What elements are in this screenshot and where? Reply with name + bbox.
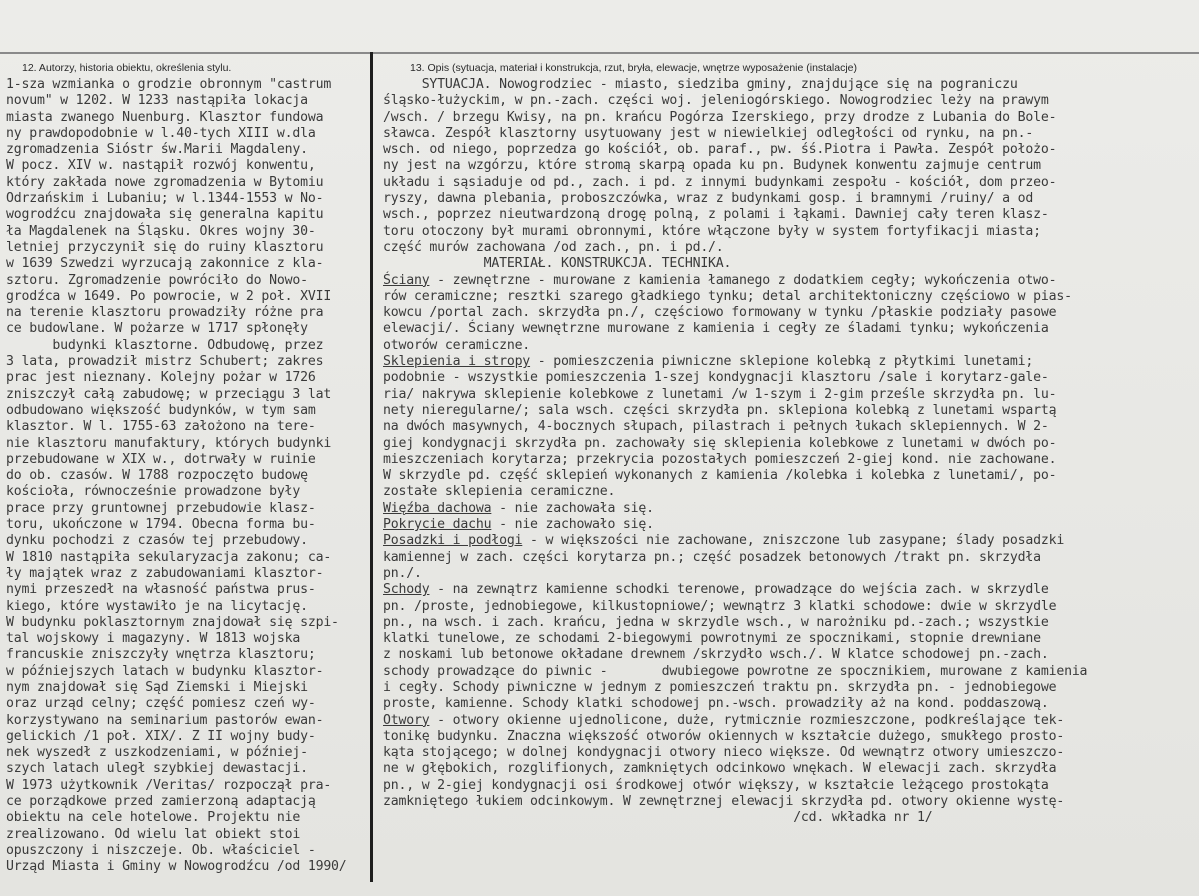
line-text: kąta stojącego; w dolnej kondygnacji otwory nieco większe. Od wewnątrz otwory umieszczo- bbox=[383, 745, 1065, 761]
column-divider bbox=[370, 52, 373, 882]
history-line: W pocz. XIV w. nastąpił rozwój konwentu, bbox=[6, 158, 316, 174]
history-line: prace przy gruntownej przebudowie klasz- bbox=[6, 500, 316, 516]
description-line bbox=[383, 729, 1183, 745]
history-line: 3 lata, prowadził mistrz Schubert; zakres bbox=[6, 354, 324, 370]
description-line bbox=[383, 175, 1183, 191]
description-line bbox=[383, 93, 1183, 109]
section-12-header: 12. Autorzy, historia obiektu, określenia stylu. bbox=[22, 62, 232, 74]
line-text: kowcu /portal zach. skrzydła pn./, częściowo formowany w tynku /płaskie podziały pasowe bbox=[383, 305, 1057, 321]
line-text: i cegły. Schody piwniczne w jednym z pomieszczeń traktu pn. skrzydła pn. - jednobiegowe bbox=[383, 679, 1057, 695]
line-text: pn., na wsch. i zach. krańcu, jedna w skrzydle wsch., w narożniku pd.-zach.; wszystkie bbox=[383, 614, 1049, 630]
history-line: dynku pochodzi z czasów tej przebudowy. bbox=[6, 533, 308, 549]
description-line bbox=[383, 566, 1183, 582]
line-text: podobnie - wszystkie pomieszczenia 1-szej kondygnacji klasztoru /sale i korytarz-gale- bbox=[383, 370, 1049, 386]
history-line: W 1810 nastąpiła sekularyzacja zakonu; ca- bbox=[6, 549, 332, 565]
history-line: ły majątek wraz z zabudowaniami klasztor- bbox=[6, 565, 324, 581]
history-line: miasta zwanego Nuenburg. Klasztor fundowa bbox=[6, 109, 324, 125]
section-heading: Więźba dachowa bbox=[383, 500, 492, 516]
description-line bbox=[383, 745, 1183, 761]
history-line: obiektu na cele hotelowe. Projektu nie bbox=[6, 810, 301, 826]
history-line: W 1973 użytkownik /Veritas/ rozpoczął pra- bbox=[6, 777, 332, 793]
line-text: nety nieregularne/; sala wsch. części skrzydła pn. sklepiona kolebką z lunetami wspartą bbox=[383, 402, 1057, 418]
description-line bbox=[383, 305, 1183, 321]
description-line bbox=[383, 664, 1183, 680]
description-line bbox=[383, 207, 1183, 223]
description-line bbox=[383, 484, 1183, 500]
line-text: część murów zachowana /od zach., pn. i pd./. bbox=[383, 239, 724, 255]
history-line: klasztor. W l. 1755-63 założono na tere- bbox=[6, 419, 316, 435]
history-line: ny prawdopodobnie w l.40-tych XIII w.dla bbox=[6, 125, 316, 141]
section-heading: Posadzki i podłogi bbox=[383, 533, 523, 549]
description-line bbox=[383, 403, 1183, 419]
description-line bbox=[383, 158, 1183, 174]
history-line: letniej przyczynił się do ruiny klasztoru bbox=[6, 239, 324, 255]
description-line bbox=[383, 370, 1183, 386]
description-line bbox=[383, 224, 1183, 240]
history-line: nie klasztoru manufaktury, których budynki bbox=[6, 435, 332, 451]
history-line: grodźca w 1649. Po powrocie, w 2 poł. XVII bbox=[6, 288, 332, 304]
history-line: wogrodźcu znajdowała się generalna kapitu bbox=[6, 207, 324, 223]
section-13-header: 13. Opis (sytuacja, materiał i konstrukcja, rzut, bryła, elewacje, wnętrze wyposażenie (instalacje) bbox=[410, 62, 858, 74]
line-text: wsch. od niego, poprzedza go kościół, ob. paraf., pw. śś.Piotra i Pawła. Zespół położo- bbox=[383, 142, 1057, 158]
line-text: - w większości nie zachowane, zniszczone lub zasypane; ślady posadzki bbox=[522, 533, 1065, 549]
line-text: na dwóch masywnych, 4-bocznych słupach, pilastrach i pełnych łukach sklepiennych. W 2- bbox=[383, 419, 1049, 435]
line-text: układu i sąsiaduje od pd., zach. i pd. z innymi budynkami zespołu - kościół, dom przeo- bbox=[383, 174, 1057, 190]
section-heading: Ściany bbox=[383, 272, 430, 288]
line-text: MATERIAŁ. KONSTRUKCJA. TECHNIKA. bbox=[383, 256, 732, 272]
line-text: pn., w 2-giej kondygnacji osi środkowej otwór większy, w kształcie leżącego prostokąta bbox=[383, 777, 1049, 793]
history-line: 1-sza wzmianka o grodzie obronnym "castrum bbox=[6, 77, 332, 92]
history-line: sztoru. Zgromadzenie powróciło do Nowo- bbox=[6, 272, 308, 288]
history-line: gelickich /1 poł. XIX/. Z II wojny budy- bbox=[6, 728, 316, 744]
description-line bbox=[383, 387, 1183, 403]
history-column bbox=[6, 77, 368, 876]
description-line bbox=[383, 582, 1183, 598]
line-text: proste, kamienne. Schody klatki schodowej pn.-wsch. prowadziły aż na kond. poddaszową. bbox=[383, 696, 1049, 712]
description-line bbox=[383, 680, 1183, 696]
description-line bbox=[383, 452, 1183, 468]
line-text: /cd. wkładka nr 1/ bbox=[383, 810, 933, 826]
line-text: tonikę budynku. Znaczna większość otworów okiennych w kształcie dużego, smukłego prosto- bbox=[383, 728, 1065, 744]
description-line bbox=[383, 615, 1183, 631]
line-text: śląsko-łużyckim, w pn.-zach. części woj. jeleniogórskiego. Nowogrodziec leży na prawym bbox=[383, 93, 1049, 109]
history-line: kiego, które wystawiło je na licytację. bbox=[6, 598, 308, 614]
history-line: nek wyszedł z uszkodzeniami, w później- bbox=[6, 745, 308, 761]
history-line: szych latach uległ szybkiej dewastacji. bbox=[6, 761, 308, 777]
line-text: sławca. Zespół klasztorny usytuowany jest w niewielkiej odległości od rynku, na pn.- bbox=[383, 125, 1034, 141]
description-line bbox=[383, 256, 1183, 272]
history-line: toru, ukończone w 1794. Obecna forma bu- bbox=[6, 517, 316, 533]
description-line bbox=[383, 810, 1183, 826]
line-text: - zewnętrzne - murowane z kamienia łamanego z dodatkiem cegły; wykończenia otwo- bbox=[429, 272, 1057, 288]
line-text: zostałe sklepienia ceramiczne. bbox=[383, 484, 616, 500]
description-line bbox=[383, 647, 1183, 663]
line-text: ryszy, dawna plebania, proboszczówka, wraz z budynkami gosp. i bramnymi /ruiny/ a od bbox=[383, 191, 1034, 207]
top-rule bbox=[0, 52, 1199, 54]
line-text: ne w głębokich, rozglifionych, zamkniętych odcinkowo wnękach. W elewacji zach. skrzydła bbox=[383, 761, 1057, 777]
line-text: - na zewnątrz kamienne schodki terenowe, prowadzące do wejścia zach. w skrzydle bbox=[429, 582, 1049, 598]
history-line: francuskie zniszczyły wnętrza klasztoru; bbox=[6, 647, 316, 663]
description-line bbox=[383, 517, 1183, 533]
line-text: /wsch. / brzegu Kwisy, na pn. krańcu Pogórza Izerskiego, przy drodze z Lubania do Bole- bbox=[383, 109, 1057, 125]
description-line bbox=[383, 110, 1183, 126]
description-line bbox=[383, 419, 1183, 435]
line-text: kamiennej w zach. części korytarza pn.; część posadzek betonowych /trakt pn. skrzydła bbox=[383, 549, 1041, 565]
history-line: tal wojskowy i magazyny. W 1813 wojska bbox=[6, 631, 301, 647]
section-heading: Schody bbox=[383, 582, 430, 598]
history-line: ła Magdalenek na Śląsku. Okres wojny 30- bbox=[6, 223, 316, 239]
description-line bbox=[383, 240, 1183, 256]
description-line bbox=[383, 338, 1183, 354]
history-line: zgromadzenia Sióstr św.Marii Magdaleny. bbox=[6, 142, 308, 158]
description-line bbox=[383, 533, 1183, 549]
description-line bbox=[383, 289, 1183, 305]
line-text: mieszczeniach korytarza; przekrycia pozostałych pomieszczeń 2-giej kond. nie zachowane. bbox=[383, 451, 1057, 467]
history-line: ce budowlane. W pożarze w 1717 spłonęły bbox=[6, 321, 308, 337]
history-line: w 1639 Szwedzi wyrzucają zakonnice z kla- bbox=[6, 256, 324, 272]
description-column bbox=[383, 77, 1183, 827]
line-text: giej kondygnacji skrzydła pn. zachowały się sklepienia kolebkowe z lunetami w dwóch po- bbox=[383, 435, 1057, 451]
description-line bbox=[383, 321, 1183, 337]
section-heading: Otwory bbox=[383, 712, 430, 728]
line-text: W skrzydle pd. część sklepień wykonanych z kamienia /kolebka i kolebka z lunetami/, po- bbox=[383, 468, 1057, 484]
line-text: rów ceramiczne; resztki szarego gładkiego tynku; detal architektoniczny częściowo w pias- bbox=[383, 288, 1072, 304]
line-text: zamkniętego łukiem odcinkowym. W zewnętrznej elewacji skrzydła pd. otwory okienne wystę- bbox=[383, 794, 1065, 810]
description-line bbox=[383, 191, 1183, 207]
description-line bbox=[383, 142, 1183, 158]
description-line bbox=[383, 761, 1183, 777]
description-line bbox=[383, 631, 1183, 647]
line-text: elewacji/. Ściany wewnętrzne murowane z kamienia i cegły ze śladami tynku; wykończenia bbox=[383, 321, 1049, 337]
section-heading: Pokrycie dachu bbox=[383, 517, 492, 533]
line-text: pn. /proste, jednobiegowe, kilkustopniowe/; wewnątrz 3 klatki schodowe: dwie w skrzydle bbox=[383, 598, 1057, 614]
history-line: nym znajdował się Sąd Ziemski i Miejski bbox=[6, 679, 308, 695]
history-line: budynki klasztorne. Odbudowę, przez bbox=[6, 337, 324, 353]
history-line: w późniejszych latach w budynku klasztor- bbox=[6, 663, 324, 679]
description-line bbox=[383, 713, 1183, 729]
description-line bbox=[383, 794, 1183, 810]
line-text: klatki tunelowe, ze schodami 2-biegowymi powrotnymi ze spocznikami, stopnie drewniane bbox=[383, 631, 1041, 647]
description-line bbox=[383, 501, 1183, 517]
history-line: W budynku poklasztornym znajdował się szpi- bbox=[6, 614, 339, 630]
history-line: oraz urząd celny; część pomiesz czeń wy- bbox=[6, 696, 316, 712]
description-line bbox=[383, 77, 1183, 93]
history-line: novum" w 1202. W 1233 nastąpiła lokacja bbox=[6, 93, 308, 109]
description-line bbox=[383, 273, 1183, 289]
line-text: wsch., poprzez nieutwardzoną drogę polną, z polami i łąkami. Dawniej cały teren klasz- bbox=[383, 207, 1049, 223]
history-line: prac jest nieznany. Kolejny pożar w 1726 bbox=[6, 370, 316, 386]
line-text: pn./. bbox=[383, 565, 422, 581]
history-line: ce porządkowe przed zamierzoną adaptacją bbox=[6, 794, 316, 810]
line-text: SYTUACJA. Nowogrodziec - miasto, siedziba gminy, znajdujące się na pograniczu bbox=[383, 77, 1018, 92]
line-text: - pomieszczenia piwniczne sklepione kolebką z płytkimi lunetami; bbox=[530, 354, 1034, 370]
description-line bbox=[383, 436, 1183, 452]
description-line bbox=[383, 696, 1183, 712]
history-line: kościoła, równocześnie prowadzone były bbox=[6, 484, 301, 500]
history-line: zniszczył całą zabudowę; w przeciągu 3 lat bbox=[6, 386, 332, 402]
description-line bbox=[383, 468, 1183, 484]
description-line bbox=[383, 354, 1183, 370]
history-line: przebudowane w XIX w., dotrwały w ruinie bbox=[6, 451, 316, 467]
history-line: odbudowano większość budynków, w tym sam bbox=[6, 402, 316, 418]
line-text: - nie zachowała się. bbox=[491, 500, 654, 516]
line-text: ria/ nakrywa sklepienie kolebkowe z lunetami /w 1-szym i 2-gim prześle skrzydła pn. lu- bbox=[383, 386, 1057, 402]
description-line bbox=[383, 599, 1183, 615]
line-text: schody prowadzące do piwnic - dwubiegowe powrotne ze spocznikiem, murowane z kamienia bbox=[383, 663, 1088, 679]
history-line: do ob. czasów. W 1788 rozpoczęto budowę bbox=[6, 468, 308, 484]
history-line: który zakłada nowe zgromadzenia w Bytomiu bbox=[6, 174, 324, 190]
history-line: zrealizowano. Od wielu lat obiekt stoi bbox=[6, 826, 301, 842]
history-line: Urząd Miasta i Gminy w Nowogrodźcu /od 1990/ bbox=[6, 859, 347, 875]
line-text: - nie zachowało się. bbox=[491, 517, 654, 533]
history-line: Odrzańskim i Lubaniu; w l.1344-1553 w No- bbox=[6, 191, 324, 207]
line-text: - otwory okienne ujednolicone, duże, rytmicznie rozmieszczone, podkreślające tek- bbox=[429, 712, 1065, 728]
line-text: toru otoczony był murami obronnymi, które włączone były w system fortyfikacji miasta; bbox=[383, 223, 1041, 239]
line-text: ny jest na wzgórzu, które stromą skarpą opada ku pn. Budynek konwentu zajmuje centrum bbox=[383, 158, 1041, 174]
section-heading: Sklepienia i stropy bbox=[383, 354, 531, 370]
line-text: z noskami lub betonowe okładane drewnem /skrzydło wsch./. W klatce schodowej pn.-zach. bbox=[383, 647, 1049, 663]
history-line: opuszczony i niszczeje. Ob. właściciel - bbox=[6, 842, 316, 858]
history-line: na terenie klasztoru prowadziły różne pra bbox=[6, 305, 324, 321]
description-line bbox=[383, 126, 1183, 142]
description-line bbox=[383, 778, 1183, 794]
description-line bbox=[383, 550, 1183, 566]
history-line: nymi przeszedł na własność państwa prus- bbox=[6, 582, 316, 598]
history-line: korzystywano na seminarium pastorów ewan- bbox=[6, 712, 324, 728]
line-text: otworów ceramiczne. bbox=[383, 337, 531, 353]
